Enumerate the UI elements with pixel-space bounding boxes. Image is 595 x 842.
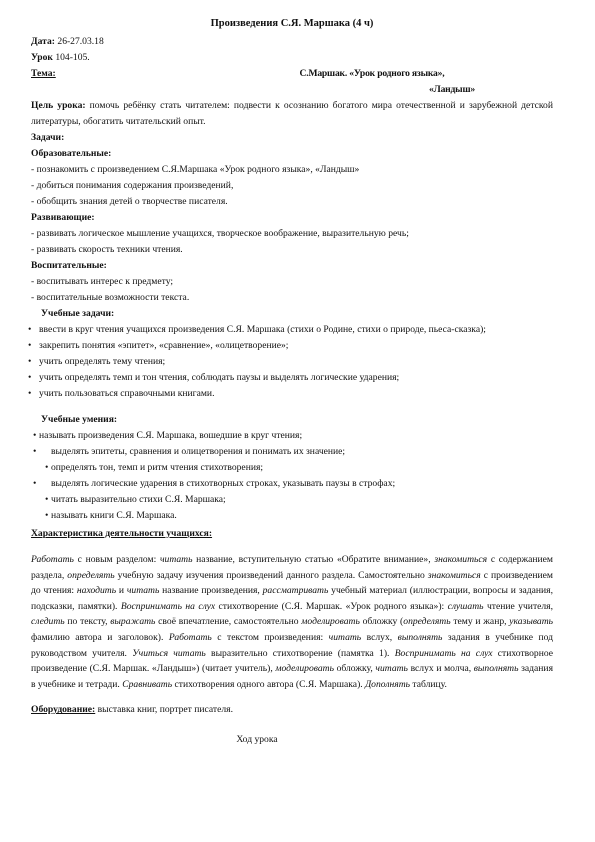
activity-verb: рассматривать [262, 585, 329, 597]
activity-verb: определять [403, 616, 451, 628]
characteristics-text: стихотворение (С.Я. Маршак. «Урок родного языка»): [215, 600, 448, 612]
characteristics-text: с текстом произведения: [211, 631, 329, 643]
activity-verb: указывать [509, 616, 554, 628]
lesson-value: 104-105. [55, 52, 90, 63]
equipment-line [31, 702, 553, 718]
learning-skills-label: Учебные умения: [41, 414, 118, 425]
lesson-flow-heading: Ход урока [236, 734, 278, 746]
activity-verb: Воспринимать на слух [394, 647, 493, 659]
characteristics-text: стихотворное произведение (С.Я. Маршак. «Ландыш») (читает учитель), [31, 647, 554, 675]
list-item: • ввести в круг чтения учащихся произведения С.Я. Маршака (стихи о Родине, стихи о природе, пьеса-сказка); [31, 322, 553, 338]
characteristics-text: по тексту, [64, 616, 111, 628]
characteristics-text: вслух и молча, [407, 663, 474, 675]
list-item: - обобщить знания детей о творчестве писателя. [31, 196, 228, 207]
characteristics-text: название, вступительную статью «Обратите внимание», [192, 554, 435, 565]
activity-verb: следить [31, 616, 65, 628]
upbringing-list [31, 274, 553, 306]
activity-verb: Работать [31, 554, 74, 565]
goal-text: помочь ребёнку стать читателем: подвести к осознанию богатого мира отечественной и зарубежной детской литературы, обогатить читательский опыт. [31, 100, 553, 127]
developing-list [31, 226, 553, 258]
characteristics-text: задания в учебнике под руководством учителя. [31, 631, 553, 659]
activity-verb: читать [375, 663, 408, 675]
theme-text-line1: С.Маршак. «Урок родного языка», [299, 68, 445, 79]
date-value: 26-27.03.18 [57, 36, 104, 47]
list-item: • учить пользоваться справочными книгами. [31, 386, 553, 402]
date-label: Дата: [31, 36, 55, 47]
characteristics-text: обложку, [333, 663, 376, 675]
upbringing-label: Воспитательные: [31, 260, 107, 271]
list-item: - добиться понимания содержания произведений, [31, 180, 234, 191]
characteristics-label: Характеристика деятельности учащихся: [31, 528, 213, 539]
list-item: • читать выразительно стихи С.Я. Маршака; [31, 492, 553, 508]
theme-label: Тема: [31, 68, 56, 79]
activity-verb: читать [159, 554, 193, 565]
list-item: • выделять эпитеты, сравнения и олицетворения и понимать их значение; [31, 444, 553, 460]
characteristics-text: название произведения, [159, 585, 263, 597]
activity-verb: Воспринимать на слух [120, 600, 216, 612]
list-item: - развивать логическое мышление учащихся, творческое воображение, выразительную речь; [31, 228, 409, 239]
activity-verb: моделировать [275, 663, 334, 675]
theme-text [191, 66, 553, 98]
characteristics-text: задания в учебнике и тетради. [31, 663, 553, 690]
characteristics-text: и [116, 585, 127, 597]
page-title: Произведения С.Я. Маршака (4 ч) [210, 18, 374, 29]
characteristics-text: вслух, [361, 631, 398, 643]
characteristics-text: учебный материал (иллюстрации, вопросы и задания, подсказки, памятки). [31, 585, 553, 612]
learning-skills-list [31, 428, 553, 524]
activity-verb: Дополнять [365, 678, 411, 690]
list-item: • закрепить понятия «эпитет», «сравнение», «олицетворение»; [31, 338, 553, 354]
theme-text-line2: «Ландыш» [429, 84, 475, 95]
list-item: - развивать скорость техники чтения. [31, 244, 183, 255]
activity-verb: Сравнивать [122, 678, 173, 690]
activity-verb: Работать [168, 631, 212, 643]
activity-verb: Учиться читать [132, 647, 206, 659]
equipment-text: выставка книг, портрет писателя. [95, 704, 233, 716]
equipment-label: Оборудование: [31, 704, 96, 716]
activity-verb: выполнять [397, 631, 443, 643]
characteristics-text: обложку ( [359, 616, 404, 628]
educational-list [31, 162, 553, 210]
list-item: • определять тон, темп и ритм чтения стихотворения; [31, 460, 553, 476]
list-item: • учить определять тему чтения; [31, 354, 553, 370]
list-item: - воспитательные возможности текста. [31, 292, 190, 303]
characteristics-text: стихотворения одного автора (С.Я. Маршака). [172, 678, 366, 690]
developing-label: Развивающие: [31, 212, 95, 223]
activity-verb: знакомиться [434, 554, 488, 565]
activity-verb: выполнять [473, 663, 519, 675]
learning-tasks-label: Учебные задачи: [41, 308, 115, 319]
date-line [31, 34, 553, 50]
learning-tasks-list [31, 322, 553, 402]
list-item: • называть произведения С.Я. Маршака, вошедшие в круг чтения; [31, 428, 553, 444]
characteristics-text: своё впечатление, самостоятельно [155, 616, 302, 628]
activity-verb: слушать [447, 600, 484, 612]
characteristics-text: с новым разделом: [73, 554, 160, 565]
characteristics-text: выразительно стихотворение (памятка 1). [205, 647, 395, 659]
lesson-line [31, 50, 553, 66]
characteristics-text: таблицу. [410, 678, 447, 690]
lesson-label: Урок [31, 52, 53, 63]
list-item: • учить определять темп и тон чтения, соблюдать паузы и выделять логические ударения; [31, 370, 553, 386]
activity-verb: определять [67, 569, 115, 581]
list-item: - воспитывать интерес к предмету; [31, 276, 174, 287]
goal-label: Цель урока: [31, 100, 86, 111]
characteristics-text: чтение учителя, [483, 600, 553, 612]
activity-verb: моделировать [301, 616, 360, 628]
list-item: • называть книги С.Я. Маршака. [31, 508, 553, 524]
document-page [31, 16, 553, 748]
goal-paragraph [31, 98, 553, 130]
activity-verb: находить [76, 585, 117, 597]
list-item: - познакомить с произведением С.Я.Маршака «Урок родного языка», «Ландыш» [31, 164, 360, 175]
activity-verb: читать [126, 585, 160, 597]
educational-label: Образовательные: [31, 148, 112, 159]
characteristics-text: с содержанием раздела, [31, 554, 553, 581]
characteristics-text: фамилию автора и заголовок). [31, 631, 169, 643]
activity-verb: выражать [110, 616, 156, 628]
tasks-label: Задачи: [31, 132, 65, 143]
theme-row [31, 66, 553, 98]
characteristics-text: с произведением до чтения: [31, 569, 553, 597]
characteristics-text: тему и жанр, [450, 616, 510, 628]
activity-verb: знакомиться [427, 569, 481, 581]
list-item: • выделять логические ударения в стихотворных строках, указывать паузы в строфах; [31, 476, 553, 492]
characteristics-text: учебную задачу изучения произведений данного раздела. Самостоятельно [114, 569, 428, 581]
activity-verb: читать [328, 631, 362, 643]
characteristics-paragraph [31, 552, 553, 692]
